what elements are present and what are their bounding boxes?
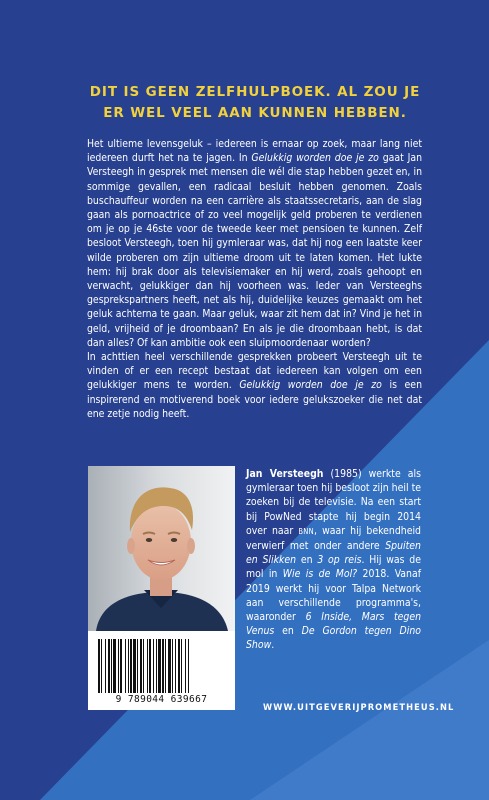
bio-text: , waar hij bekendheid verwierf met onder andere [246,524,421,553]
isbn-barcode [88,631,235,710]
barcode-bar [137,639,138,693]
barcode-bar [175,639,176,693]
bio-text: . [271,639,275,652]
barcode-bar [125,639,126,693]
blurb-p1-text-b: gaat Jan Versteegh in gesprek met mensen die wél die stap hebben gezet en, in sommige gevallen, een radicaal besluit hebben genomen. Zoals buschauffeur worden na een carrière als staatssecretaris, aan de slag gaan als pornoactrice of zo veel mogelijk geld proberen te verdienen om je op je 46ste voor de tweede keer met pensioen te kunnen. Zelf besloot Versteegh, toen hij gymleraar was, dat hij nog een laatste keer wilde proberen om zijn ultieme droom uit te laten komen. Het lukte hem: hij brak door als televisiemaker en hij werd, zoals gehoopt en verwacht, gelukkiger dan hij voorheen was. Ieder van Versteeghs gesprekspartners heeft, net als hij, duidelijke keuzes gemaakt om het geluk achterna te gaan. Maar geluk, waar zit hem dat in? Vind je het in geld, vrijheid of je droombaan? En als je die droombaan hebt, is dat dan alles? Of kan ambitie ook een sluipmoordenaar worden? [87,152,422,349]
book-title-italic: Gelukkig worden doe je zo [239,379,382,392]
barcode-bar [188,639,189,693]
blurb-paragraph-1 [87,137,422,350]
blurb-p2-text-b: is een inspirerend en motiverend boek voor iedere gelukszoeker die net dat ene zetje nodig heeft. [87,379,422,420]
headline-line-2: ER WEL VEEL AAN KUNNEN HEBBEN. [103,105,407,121]
barcode-bar [111,639,112,693]
show-title: 6 Inside, Mars tegen Venus [246,611,421,638]
barcode-bar [168,639,171,693]
show-title: De Gordon tegen Dino Show [246,625,421,652]
bio-text: en [296,554,318,567]
author-bio [246,467,421,653]
bio-text: en [274,625,302,638]
author-portrait-illustration [88,466,235,631]
barcode-bar [113,639,116,693]
barcode-bar [178,639,180,693]
bio-text: 2018. Vanaf 2019 werkt hij voor Talpa Network aan verschillende programma's, waaronder [246,568,421,624]
barcode-bar [120,639,122,693]
isbn-number: 9 789044 639667 [115,694,208,705]
barcode-bar [172,639,173,693]
barcode-bar [158,639,161,693]
barcode-bar [133,639,136,693]
barcode-bar [101,639,102,693]
author-name: Jan Versteegh [246,468,324,480]
barcode-bar [143,639,144,693]
barcode-bar [156,639,157,693]
barcode-bar [149,639,151,693]
barcode-bar [128,639,129,693]
author-photo [88,466,235,631]
book-title-italic: Gelukkig worden doe je zo [251,152,379,165]
barcode-bar [108,639,110,693]
headline [70,82,440,124]
barcode-bar [185,639,186,693]
barcode-bars [98,639,225,693]
show-title: Spuiten en Slikken [246,540,421,567]
show-title: Wie is de Mol? [282,568,358,581]
barcode-bar [140,639,142,693]
blurb-paragraph-2 [87,350,422,421]
barcode-bar [165,639,166,693]
bio-bnn: BNN [298,526,314,536]
show-title: 3 op reis [317,554,362,567]
barcode-bar [153,639,154,693]
blurb-p2-text-a: In achttien heel verschillende gesprekken probeert Versteegh uit te vinden of er een recept bestaat dat iedereen kan volgen om een gelukkiger mens te worden. [87,351,422,392]
publisher-website: WWW.UITGEVERIJPROMETHEUS.NL [263,702,455,713]
bio-text: (1985) werkte als gymleraar toen hij besloot zijn heil te zoeken bij de televisie. Na een start bij PowNed stapte hij begin 2014 over naar [246,468,421,537]
barcode-bar [147,639,148,693]
blurb-text [87,137,422,421]
barcode-bar [98,639,100,693]
blurb-p1-text-a: Het ultieme levensgeluk – iedereen is ernaar op zoek, maar lang niet iedereen durft het na te jagen. In [87,138,422,165]
barcode-bar [162,639,164,693]
barcode-bar [118,639,119,693]
headline-line-1: DIT IS GEEN ZELFHULPBOEK. AL ZOU JE [89,84,421,100]
bio-text: . Hij was de mol in [246,554,421,581]
barcode-bar [130,639,132,693]
author-bio-paragraph [246,467,421,653]
barcode-bar [105,639,106,693]
barcode-bar [181,639,182,693]
